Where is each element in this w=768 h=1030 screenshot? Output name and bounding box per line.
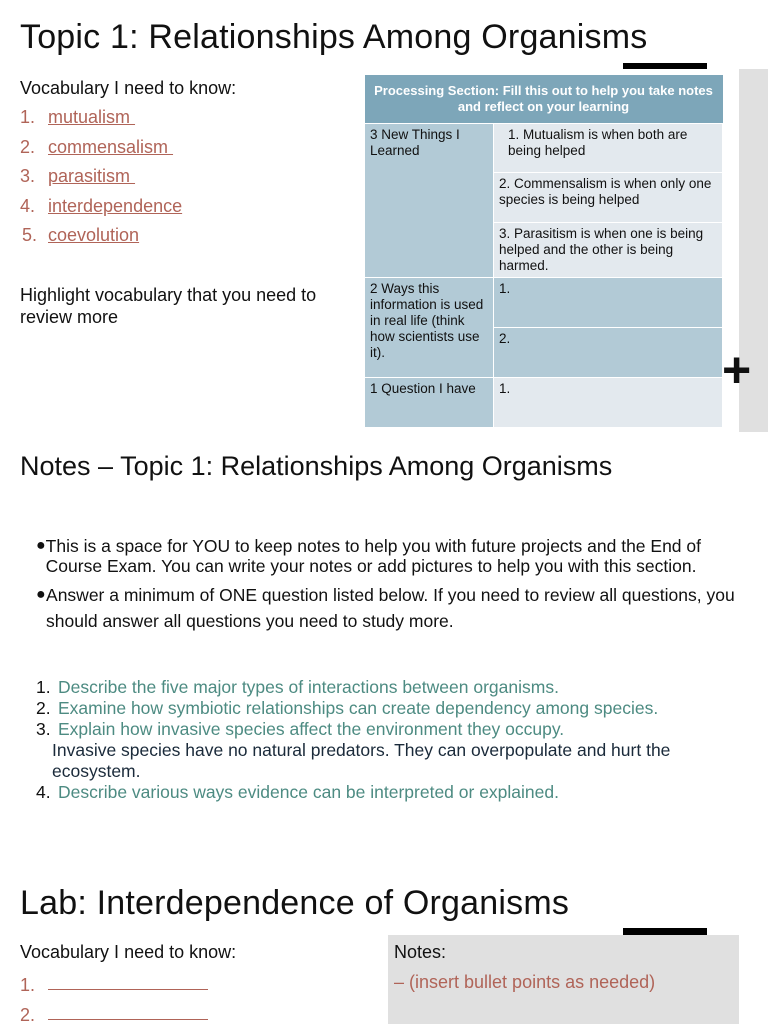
decorative-bar <box>623 928 707 935</box>
lab-notes-bullet: – (insert bullet points as needed) <box>394 972 655 993</box>
page-title: Topic 1: Relationships Among Organisms <box>20 18 647 57</box>
three-things-item-3[interactable]: 3. Parasitism is when one is being helped and the other is being harmed. <box>494 223 723 278</box>
lab-notes-label: Notes: <box>394 942 446 963</box>
three-things-label: 3 New Things I Learned <box>365 124 494 278</box>
plus-icon[interactable]: + <box>722 345 751 395</box>
decorative-bar <box>623 63 707 69</box>
vocab-item[interactable]: 4. interdependence <box>20 192 182 222</box>
vocab-item[interactable]: 1. <box>20 971 208 1001</box>
lab-vocab-list <box>20 971 208 1030</box>
list-item: ● Answer a minimum of ONE question listed below. If you need to review all questions, you should answer all questions you need to study more. <box>36 582 736 634</box>
two-ways-label: 2 Ways this information is used in real life (think how scientists use it). <box>365 278 494 378</box>
question-list <box>36 677 746 803</box>
vocab-link-coevolution[interactable]: coevolution <box>48 221 139 251</box>
question-item: 4. Describe various ways evidence can be interpreted or explained. <box>36 782 746 803</box>
vocab-link-mutualism[interactable]: mutualism <box>48 103 135 133</box>
answer-text[interactable]: Invasive species have no natural predators. They can overpopulate and hurt the ecosystem. <box>36 740 746 782</box>
question-item: 3. Explain how invasive species affect the environment they occupy. <box>36 719 746 740</box>
one-question-item-1[interactable]: 1. <box>494 378 723 428</box>
processing-table <box>364 75 723 428</box>
bullet-icon: ● <box>36 536 46 576</box>
vocab-blank[interactable] <box>48 971 208 990</box>
highlight-note: Highlight vocabulary that you need to review more <box>20 284 350 328</box>
vocab-item[interactable]: 2. commensalism <box>20 133 182 163</box>
notes-bullets <box>36 536 736 640</box>
vocab-link-parasitism[interactable]: parasitism <box>48 162 135 192</box>
vocab-heading: Vocabulary I need to know: <box>20 78 236 99</box>
two-ways-item-1[interactable]: 1. <box>494 278 723 328</box>
vocab-item[interactable]: 1. mutualism <box>20 103 182 133</box>
list-item: ● This is a space for YOU to keep notes to help you with future projects and the End of Course Exam. You can write your notes or add pictures to help you with this section. <box>36 536 736 576</box>
vocab-item[interactable]: 2. <box>20 1001 208 1030</box>
two-ways-item-2[interactable]: 2. <box>494 328 723 378</box>
vocab-list <box>20 103 182 251</box>
vocab-blank[interactable] <box>48 1001 208 1020</box>
bullet-icon: ● <box>36 582 46 634</box>
vocab-link-interdependence[interactable]: interdependence <box>48 192 182 222</box>
vocab-item[interactable]: 5. coevolution <box>20 221 182 251</box>
three-things-item-1[interactable]: 1. Mutualism is when both are being helped <box>494 124 723 173</box>
question-item: 2. Examine how symbiotic relationships can create dependency among species. <box>36 698 746 719</box>
question-item: 1. Describe the five major types of interactions between organisms. <box>36 677 746 698</box>
three-things-item-2[interactable]: 2. Commensalism is when only one species is being helped <box>494 173 723 223</box>
processing-header: Processing Section: Fill this out to help you take notes and reflect on your learning <box>365 75 723 124</box>
vocab-item[interactable]: 3. parasitism <box>20 162 182 192</box>
vocab-link-commensalism[interactable]: commensalism <box>48 133 173 163</box>
lab-vocab-heading: Vocabulary I need to know: <box>20 942 236 963</box>
lab-title: Lab: Interdependence of Organisms <box>20 884 569 923</box>
notes-title: Notes – Topic 1: Relationships Among Organisms <box>20 451 612 482</box>
one-question-label: 1 Question I have <box>365 378 494 428</box>
